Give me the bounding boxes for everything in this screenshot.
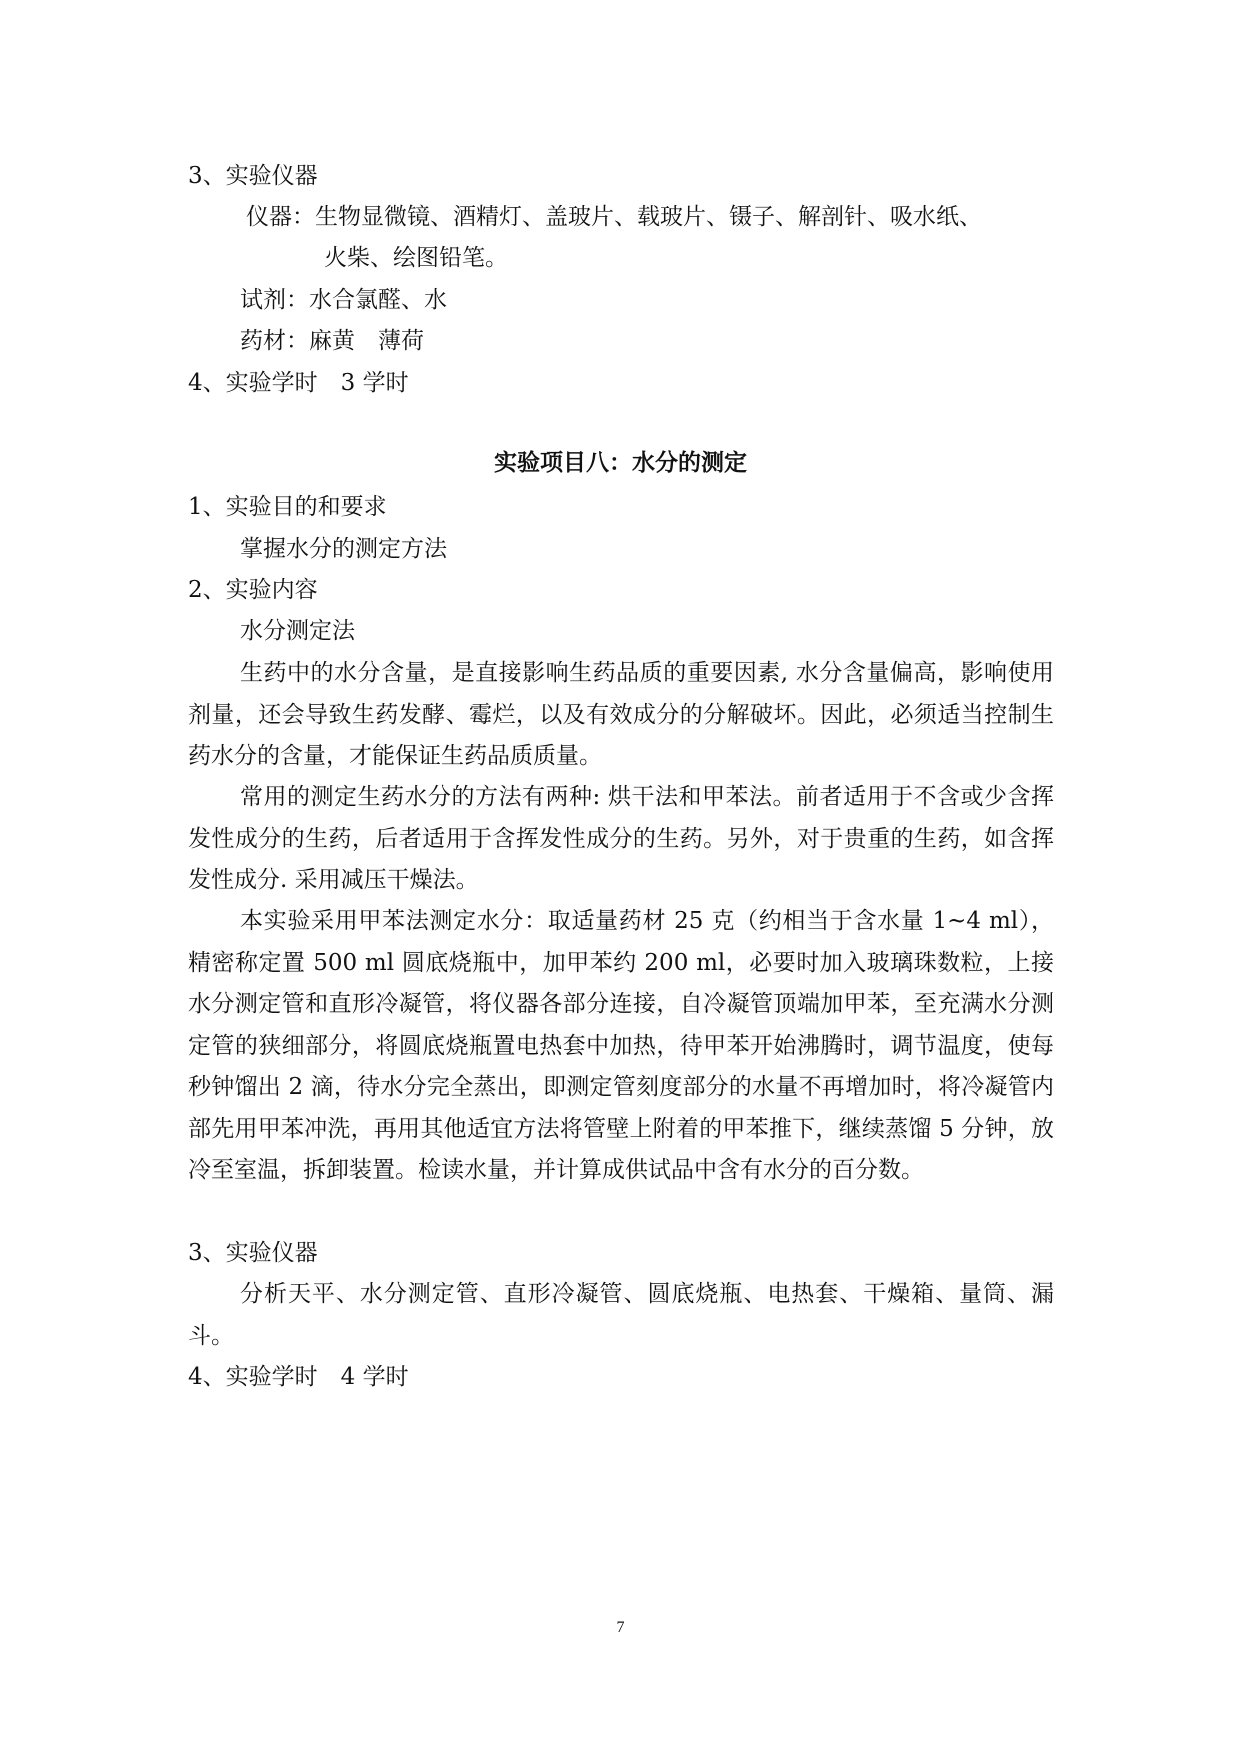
section-heading-instruments: 3、实验仪器: [188, 163, 318, 189]
page-number: 7: [616, 1619, 625, 1636]
objective-text: 掌握水分的测定方法: [240, 536, 447, 562]
materials-line: 药材：麻黄 薄荷: [240, 328, 424, 354]
reagents-line: 试剂：水合氯醛、水: [240, 287, 447, 313]
experiment-title: 实验项目八：水分的测定: [494, 449, 747, 476]
lab-hours-line: 4、实验学时 3 学时: [188, 370, 409, 396]
instruments-list-line1: 仪器：生物显微镜、酒精灯、盖玻片、载玻片、镊子、解剖针、吸水纸、: [246, 204, 982, 230]
lab-hours-line-2: 4、实验学时 4 学时: [188, 1364, 409, 1390]
paragraph-toluene-procedure: 本实验采用甲苯法测定水分：取适量药材 25 克（约相当于含水量 1~4 ml），精密称定置 500 ml 圆底烧瓶中，加甲苯约 200 ml，必要时加入玻璃珠数粒，上接水分测定管和直形冷凝管，将仪器各部分连接，自冷凝管顶端加甲苯，至充满水分测定管的狭细部分，将圆底烧瓶置电热套中加热，待甲苯开始沸腾时，调节温度，使每秒钟馏出 2 滴，待水分完全蒸出，即测定管刻度部分的水量不再增加时，将冷凝管内部先用甲苯冲洗，再用其他适宜方法将管壁上附着的甲苯推下，继续蒸馏 5 分钟，放冷至室温，拆卸装置。检读水量，并计算成供试品中含有水分的百分数。: [188, 908, 1054, 1183]
section-heading-content: 2、实验内容: [188, 577, 318, 603]
instruments-list-line2: 火柴、绘图铅笔。: [324, 245, 508, 271]
section-heading-objectives: 1、实验目的和要求: [188, 494, 387, 520]
paragraph-water-content: 生药中的水分含量，是直接影响生药品质的重要因素, 水分含量偏高，影响使用剂量，还会导致生药发酵、霉烂，以及有效成分的分解破坏。因此，必须适当控制生药水分的含量，才能保证生药品质质量。: [188, 660, 1054, 769]
paragraph-methods: 常用的测定生药水分的方法有两种: 烘干法和甲苯法。前者适用于不含或少含挥发性成分的生药，后者适用于含挥发性成分的生药。另外，对于贵重的生药，如含挥发性成分. 采用减压干燥法。: [188, 784, 1054, 893]
section-heading-instruments-2: 3、实验仪器: [188, 1240, 318, 1266]
instruments-list-2: 分析天平、水分测定管、直形冷凝管、圆底烧瓶、电热套、干燥箱、量筒、漏斗。: [188, 1281, 1054, 1349]
method-name: 水分测定法: [240, 618, 355, 644]
